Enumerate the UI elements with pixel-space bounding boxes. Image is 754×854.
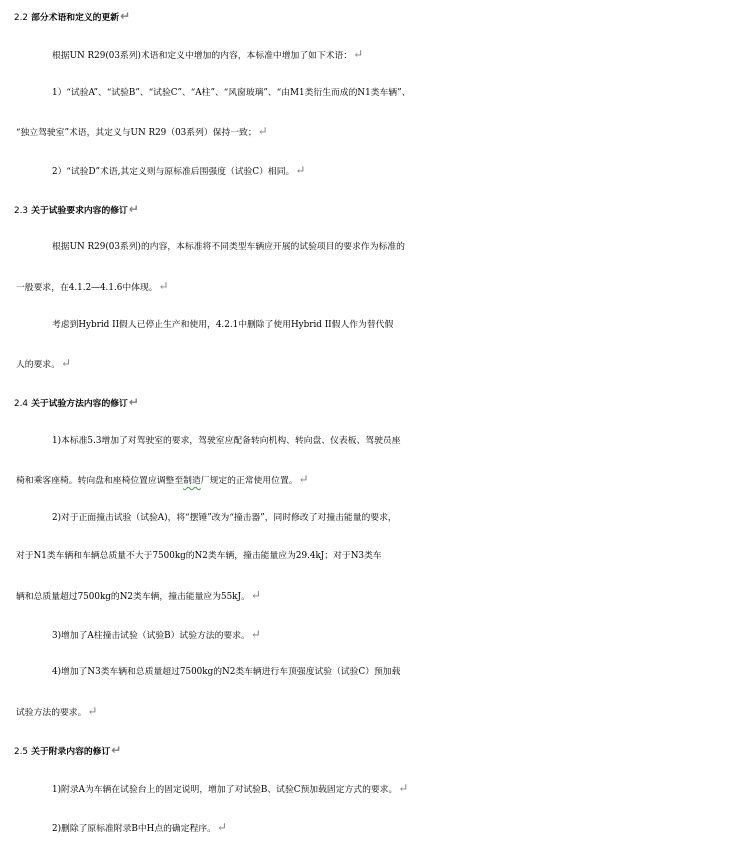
- paragraph-line: 考虑到Hybrid II假人已停止生产和使用，4.2.1中删除了使用Hybrid II假人作为替代假: [52, 320, 394, 330]
- paragraph-line: 2)对于正面撞击试验（试验A)，将“摆锤”改为“撞击器”，同时修改了对撞击能量的要求，: [52, 513, 397, 523]
- paragraph-line: 2）“试验D”术语,其定义则与原标准后围强度（试验C）相同。↵: [52, 163, 306, 177]
- paragraph-line: 2)删除了原标准附录B中H点的确定程序。↵: [52, 820, 227, 834]
- section-heading-2-5: 2.5 关于附录内容的修订↵: [14, 743, 122, 757]
- paragraph-line: 一般要求，在4.1.2—4.1.6中体现。↵: [16, 279, 169, 293]
- paragraph-line-wavy: 椅和乘客座椅。转向盘和座椅位置应调整至制造厂规定的正常使用位置。↵: [16, 472, 309, 486]
- section-heading-2-4: 2.4 关于试验方法内容的修订↵: [14, 395, 139, 409]
- paragraph-line: 1)本标准5.3增加了对驾驶室的要求，驾驶室应配备转向机构、转向盘、仪表板、驾驶员座: [52, 436, 401, 446]
- paragraph-line: 根据UN R29(03系列)术语和定义中增加的内容，本标准中增加了如下术语：↵: [52, 47, 364, 61]
- paragraph-line: 人的要求。↵: [16, 356, 72, 370]
- paragraph-line: 1)附录A为车辆在试验台上的固定说明，增加了对试验B、试验C预加载固定方式的要求。↵: [52, 781, 409, 795]
- spellcheck-underline: 制造: [183, 476, 201, 486]
- section-heading-2-3: 2.3 关于试验要求内容的修订↵: [14, 202, 139, 216]
- paragraph-line: 辆和总质量超过7500kg的N2类车辆，撞击能量应为55kJ。↵: [16, 588, 261, 602]
- paragraph-line: 1）“试验A”、“试验B”、“试验C”、“A柱”、“风窗玻璃”、“由M1类衍生而成的N1类车辆”、: [52, 88, 411, 98]
- paragraph-line: 试验方法的要求。↵: [16, 704, 98, 718]
- paragraph-line: 3)增加了A柱撞击试验（试验B）试验方法的要求。↵: [52, 627, 261, 641]
- paragraph-line: “独立驾驶室”术语，其定义与UN R29（03系列）保持一致；↵: [16, 124, 268, 138]
- section-heading-2-2: 2.2 部分术语和定义的更新↵: [14, 9, 131, 23]
- paragraph-line: 根据UN R29(03系列)的内容，本标准将不同类型车辆应开展的试验项目的要求作为标准的: [52, 242, 405, 252]
- paragraph-line: 4)增加了N3类车辆和总质量超过7500kg的N2类车辆进行车顶强度试验（试验C）预加载: [52, 667, 401, 677]
- paragraph-line: 对于N1类车辆和车辆总质量不大于7500kg的N2类车辆，撞击能量应为29.4kJ；对于N3类车: [16, 551, 382, 561]
